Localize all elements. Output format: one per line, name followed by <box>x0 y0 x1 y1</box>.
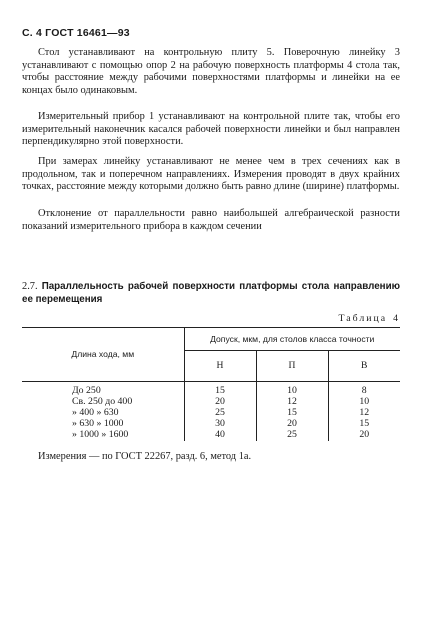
row-range: Св. 250 до 400 <box>22 397 184 408</box>
header-stroke-length: Длина хода, мм <box>22 328 184 382</box>
row-value-p: 15 <box>256 408 328 419</box>
row-value-p: 25 <box>256 430 328 441</box>
page-header: С. 4 ГОСТ 16461—93 <box>22 27 130 39</box>
paragraph-setup: Стол устанавливают на контрольную плиту 5. Поверочную линейку 3 устанавливают с помощью опор 2 на рабочую поверхность платформы 4 стола так, чтобы расстояние между рабочими поверхностями платформы и линейки на ее концах было одинаковым. <box>22 47 400 96</box>
paragraph-instrument: Измерительный прибор 1 устанавливают на контрольной плите так, чтобы его измерительный наконечник касался рабочей поверхности линейки и был направлен перпендикулярно этой поверхности. <box>22 111 400 148</box>
tolerance-table <box>22 327 400 441</box>
section-heading <box>22 281 400 306</box>
header-class-p: П <box>256 351 328 382</box>
row-range: » 630 » 1000 <box>22 419 184 430</box>
section-number: 2.7. <box>22 281 38 292</box>
paragraph-measurements: При замерах линейку устанавливают не менее чем в трех сечениях как в продольном, так и поперечном направлениях. Измерения проводят в двух крайних точках, расстояние между которыми должно быть равно длине (ширине) платформы. <box>22 156 400 193</box>
row-value-p: 20 <box>256 419 328 430</box>
paragraph-deviation: Отклонение от параллельности равно наибольшей алгебраической разности показаний измерительного прибора в каждом сечении <box>22 208 400 232</box>
row-range: » 1000 » 1600 <box>22 430 184 441</box>
section-title: Параллельность рабочей поверхности платформы стола направлению ее перемещения <box>22 281 400 305</box>
row-range: » 400 » 630 <box>22 408 184 419</box>
row-value-p: 10 <box>256 382 328 398</box>
row-value-v: 8 <box>361 385 367 397</box>
row-value-v: 20 <box>359 429 370 441</box>
table-label-word: Таблица <box>338 313 388 324</box>
row-value-n: 15 <box>215 385 225 397</box>
header-tolerance: Допуск, мкм, для столов класса точности <box>184 328 400 351</box>
table-row <box>22 430 400 441</box>
row-value-n: 20 <box>215 396 225 408</box>
row-value-v: 15 <box>359 418 370 430</box>
row-value-v: 10 <box>359 396 370 408</box>
header-class-v: В <box>328 351 400 382</box>
measurement-note: Измерения — по ГОСТ 22267, разд. 6, метод 1а. <box>38 451 252 462</box>
table-label-number: 4 <box>393 313 398 324</box>
row-value-p: 12 <box>256 397 328 408</box>
header-class-n: Н <box>184 351 256 382</box>
row-value-n: 40 <box>215 429 225 441</box>
row-value-n: 30 <box>215 418 225 430</box>
row-value-n: 25 <box>215 407 225 419</box>
table-caption <box>339 313 398 324</box>
row-range: До 250 <box>22 382 184 398</box>
row-value-v: 12 <box>359 407 370 419</box>
table-row <box>22 382 400 398</box>
